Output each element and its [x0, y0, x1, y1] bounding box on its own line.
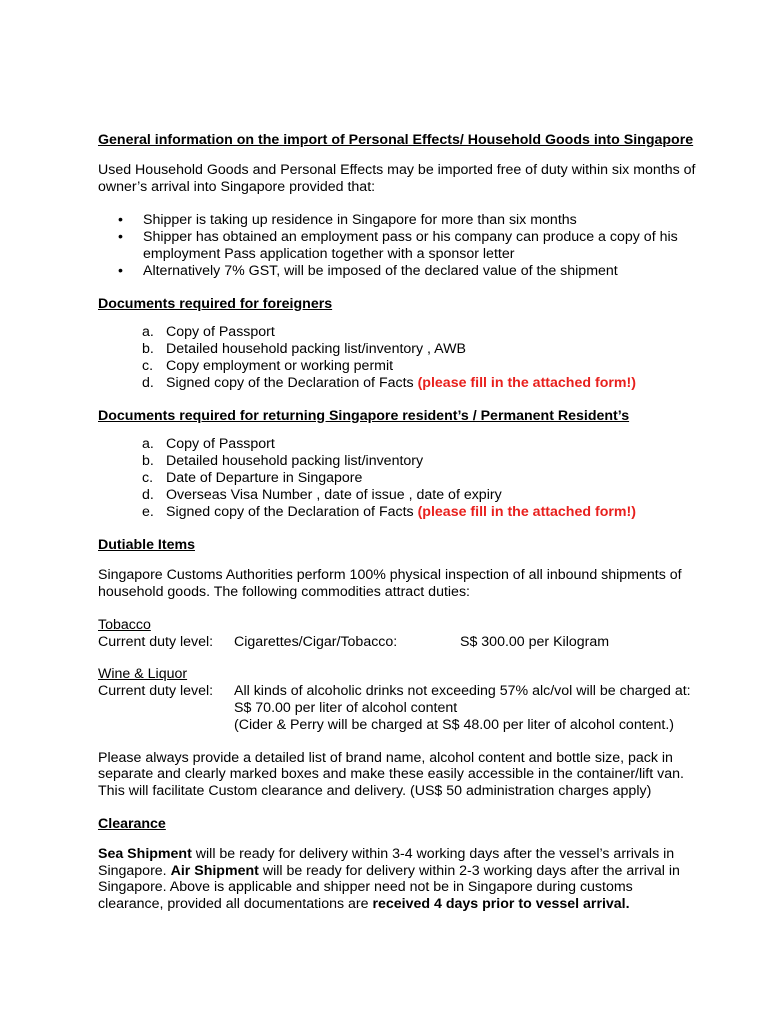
- foreigners-documents-list: [98, 324, 698, 391]
- condition-item: • Shipper has obtained an employment pass or his company can produce a copy of his employment Pass application together with a sponsor letter: [118, 229, 678, 262]
- document-body: [98, 132, 698, 913]
- duty-item: All kinds of alcoholic drinks not exceeding 57% alc/vol will be charged at:: [234, 683, 691, 700]
- list-item: e. Signed copy of the Declaration of Facts (please fill in the attached form!): [142, 503, 636, 520]
- cider-rate: (Cider & Perry will be charged at S$ 48.00 per liter of alcohol content.): [234, 716, 675, 733]
- list-item: b. Detailed household packing list/inventory , AWB: [142, 341, 466, 358]
- wine-duty-row: [98, 683, 698, 700]
- deadline-text: received 4 days prior to vessel arrival.: [372, 896, 630, 913]
- tobacco-duty-row: [98, 634, 698, 651]
- list-item: d. Signed copy of the Declaration of Facts (please fill in the attached form!): [142, 374, 636, 391]
- duty-rate: S$ 300.00 per Kilogram: [460, 633, 610, 650]
- dutiable-intro: Singapore Customs Authorities perform 100% physical inspection of all inbound shipments of household goods. The following commodities attract duties:: [98, 567, 682, 600]
- sea-shipment-label: Sea Shipment: [98, 845, 192, 862]
- list-item: c. Copy employment or working permit: [142, 357, 394, 374]
- wine-rate: S$ 70.00 per liter of alcohol content: [234, 699, 458, 716]
- list-item: c. Date of Departure in Singapore: [142, 469, 363, 486]
- list-item: a. Copy of Passport: [142, 436, 275, 453]
- condition-item: • Alternatively 7% GST, will be imposed of the declared value of the shipment: [118, 262, 618, 279]
- duty-item: Cigarettes/Cigar/Tobacco:: [234, 633, 398, 650]
- packing-note: Please always provide a detailed list of brand name, alcohol content and bottle size, pack in separate and clearly marked boxes and make these easily accessible in the container/lift van. This will facilitate Custom clearance and delivery. (US$ 50 administration charges apply): [98, 749, 684, 800]
- form-note: (please fill in the attached form!): [417, 503, 636, 520]
- clearance-paragraph: Sea Shipment will be ready for delivery within 3-4 working days after the vessel’s arrivals in Singapore. Air Shipment will be ready for delivery within 2-3 working days after the arrival in Singapore. Above is applicable and shipper need not be in Singapore during customs clearance, provided all documentations are received 4 days prior to vessel arrival.: [98, 845, 680, 913]
- duty-label: Current duty level:: [98, 633, 214, 650]
- air-shipment-label: Air Shipment: [170, 862, 259, 879]
- residents-heading: Documents required for returning Singapore resident’s / Permanent Resident’s: [98, 407, 630, 424]
- intro-paragraph: Used Household Goods and Personal Effects may be imported free of duty within six months of owner’s arrival into Singapore provided that:: [98, 161, 696, 195]
- tobacco-heading: Tobacco: [98, 616, 151, 633]
- bullet-icon: •: [118, 212, 123, 229]
- foreigners-heading: Documents required for foreigners: [98, 295, 333, 312]
- wine-heading: Wine & Liquor: [98, 666, 188, 683]
- dutiable-heading: Dutiable Items: [98, 537, 195, 554]
- bullet-icon: •: [118, 262, 123, 279]
- condition-item: • Shipper is taking up residence in Singapore for more than six months: [118, 212, 577, 229]
- bullet-icon: •: [118, 229, 123, 246]
- list-item: d. Overseas Visa Number , date of issue , date of expiry: [142, 486, 502, 503]
- conditions-list: [98, 212, 698, 279]
- clearance-heading: Clearance: [98, 815, 166, 832]
- duty-label: Current duty level:: [98, 683, 214, 700]
- page-title: General information on the import of Personal Effects/ Household Goods into Singapore: [98, 132, 694, 148]
- form-note: (please fill in the attached form!): [417, 374, 636, 391]
- residents-documents-list: [98, 436, 698, 520]
- list-item: b. Detailed household packing list/inventory: [142, 453, 424, 470]
- list-item: a. Copy of Passport: [142, 324, 275, 341]
